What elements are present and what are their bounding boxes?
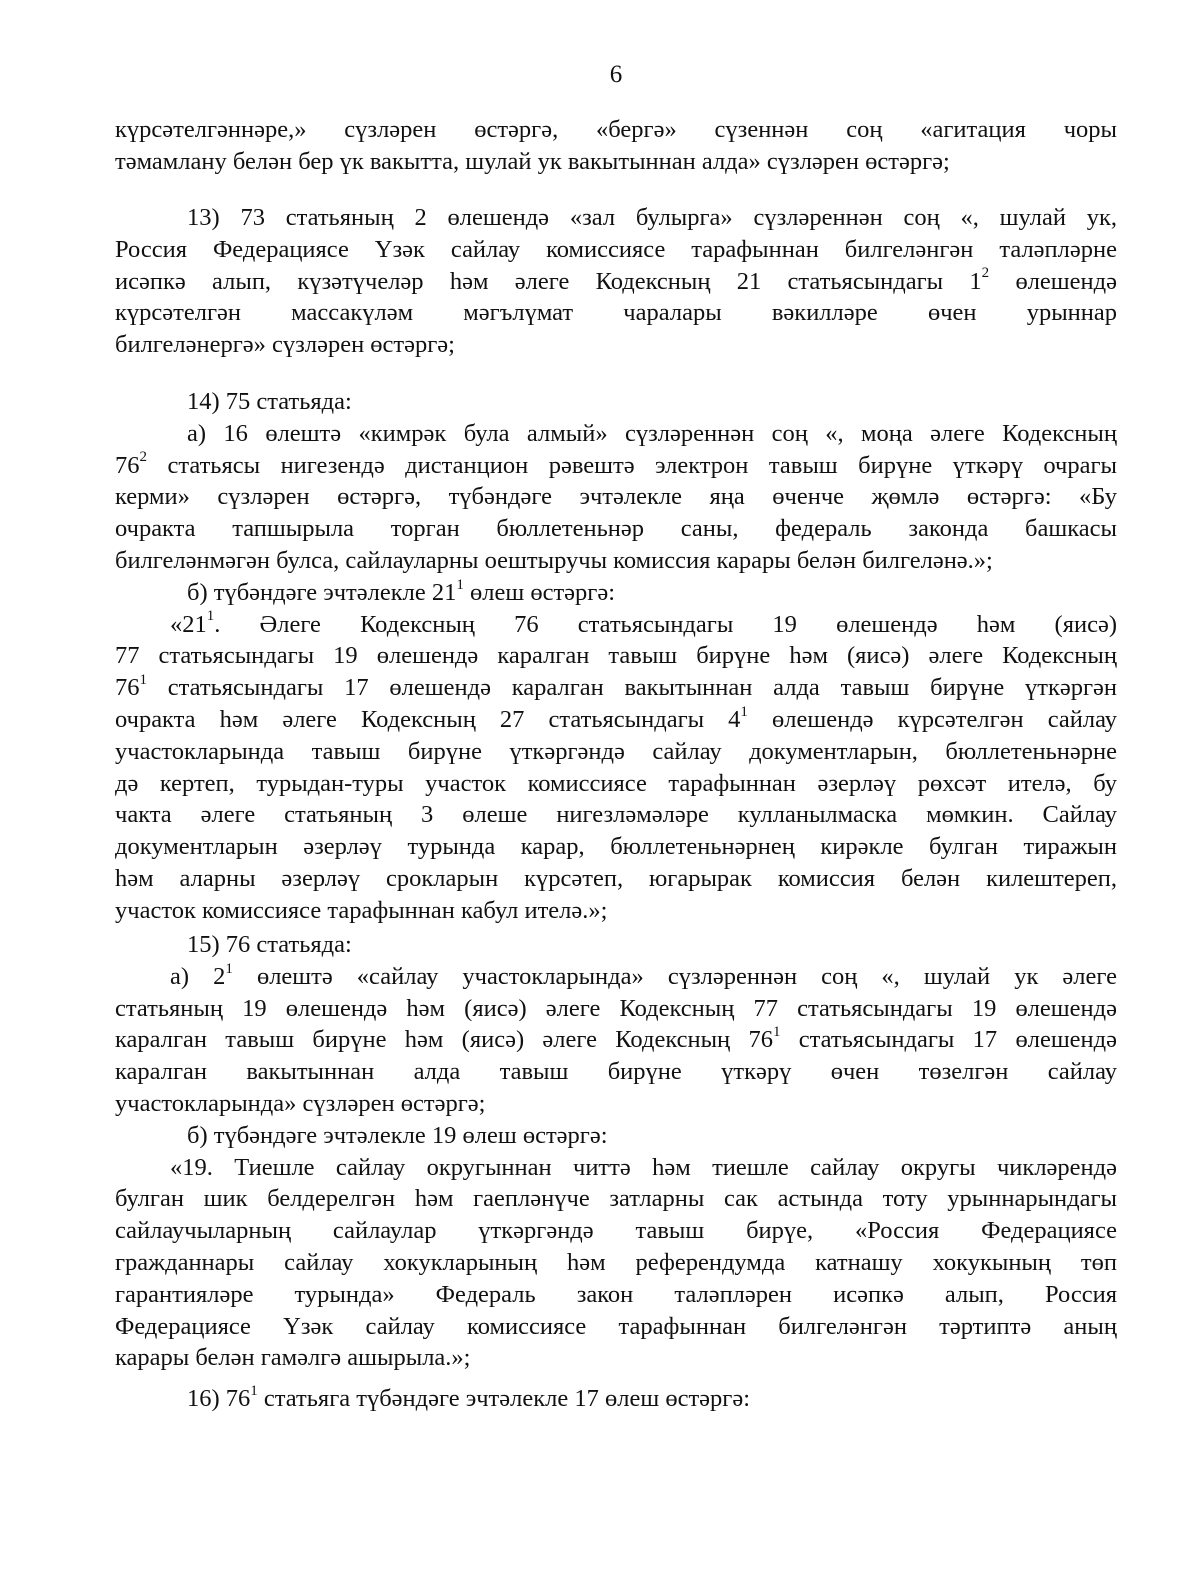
item-title: 14) 75 статьяда: — [187, 388, 352, 415]
text-line: гражданнары сайлау хокукларының һәм референдумда катнашу хокукының төп — [115, 1248, 1117, 1276]
text-line: күрсәтелгән массакүләм мәгълүмат чаралары вәкилләре өчен урыннар — [115, 299, 1117, 327]
text-line: һәм аларны әзерләү срокларын күрсәтеп, югарырак комиссия белән килештереп, — [115, 864, 1117, 892]
text-line — [115, 609, 1117, 641]
text-line: б) түбәндәге эчтәлекле 19 өлеш өстәргә: — [187, 1121, 608, 1149]
text-line: гарантияләре турында» Федераль закон таләпләрен исәпкә алып, Россия — [115, 1280, 1117, 1308]
text-segment: б) түбәндәге эчтәлекле 21 — [187, 578, 457, 606]
item-title: 15) 76 статьяда: — [187, 931, 352, 958]
text-line: 13) 73 статьяның 2 өлешендә «зал булырга» сүзләреннән соң «, шулай ук, — [187, 204, 1117, 231]
text-line — [115, 450, 1117, 482]
superscript: 1 — [225, 960, 233, 977]
text-line: керми» сүзләрен өстәргә, түбәндәге эчтәлекле яңа өченче җөмлә өстәргә: «Бу — [115, 483, 1117, 511]
text-line: тәмамлану белән бер үк вакытта, шулай ук вакытыннан алда» сүзләрен өстәргә; — [115, 147, 950, 175]
superscript: 1 — [456, 576, 464, 593]
text-line: Федерациясе Үзәк сайлау комиссиясе тарафыннан билгеләнгән тәртиптә аның — [115, 1312, 1117, 1340]
text-segment: статьяга түбәндәге эчтәлекле 17 өлеш өстәргә: — [263, 1385, 751, 1412]
text-line: булган шик белдерелгән һәм гаепләнүче затларны сак астында тоту урыннарындагы — [115, 1185, 1117, 1213]
text-line: участокларында тавыш бирүне үткәргәндә сайлау документларын, бюллетеньнәрне — [115, 737, 1117, 765]
text-line: участокларында» сүзләрен өстәргә; — [115, 1089, 486, 1117]
text-line: күрсәтелгәннәре,» сүзләрен өстәргә, «бергә» сүзеннән соң «агитация чоры — [115, 116, 1117, 143]
text-line: карары белән гамәлгә ашырыла.»; — [115, 1344, 471, 1372]
page-number: 6 — [609, 61, 623, 88]
superscript: 2 — [139, 449, 147, 466]
text-line — [115, 1024, 1117, 1056]
text-line: билгеләнергә» сүзләрен өстәргә; — [115, 331, 455, 359]
superscript: 1 — [740, 703, 748, 720]
text-line — [115, 266, 1117, 298]
text-segment: а) 2 — [170, 962, 226, 990]
text-segment: статьясындагы 17 өлешендә — [798, 1026, 1118, 1054]
text-segment: статьясындагы 17 өлешендә каралган вакытыннан алда тавыш бирүне үткәргән — [167, 674, 1118, 702]
text-line: а) 16 өлештә «кимрәк була алмый» сүзләреннән соң «, моңа әлеге Кодексның — [187, 419, 1117, 447]
text-line: очракта тапшырыла торган бюллетеньнәр саны, федераль законда башкасы — [115, 515, 1117, 543]
text-segment: статьясы нигезендә дистанцион рәвештә электрон тавыш бирүне үткәрү очрагы — [167, 451, 1117, 479]
item-16 — [115, 1383, 1117, 1415]
text-line: документларын әзерләү турында карар, бюллетеньнәрнең кирәкле булган тиражын — [115, 833, 1117, 861]
text-line: дә кертеп, турыдан-туры участок комиссиясе тарафыннан әзерләү рөхсәт ителә, бу — [115, 769, 1117, 797]
text-line: 77 статьясындагы 19 өлешендә каралган тавыш бирүне һәм (яисә) әлеге Кодексның — [115, 642, 1117, 670]
text-line — [115, 961, 1117, 993]
text-line: участок комиссиясе тарафыннан кабул ителә.»; — [115, 896, 608, 924]
text-line — [115, 704, 1117, 736]
text-line: сайлаучыларның сайлаулар үткәргәндә тавыш бирүе, «Россия Федерациясе — [115, 1217, 1117, 1245]
text-line: статьяның 19 өлешендә һәм (яисә) әлеге Кодексның 77 статьясындагы 19 өлешендә — [115, 994, 1117, 1022]
item-14 — [115, 386, 1117, 927]
superscript: 1 — [250, 1382, 258, 1399]
text-segment: өлешендә күрсәтелгән сайлау — [772, 705, 1117, 733]
paragraph-continuation — [115, 114, 1117, 178]
superscript: 1 — [206, 608, 215, 625]
text-segment: 76 — [115, 674, 140, 702]
text-segment: өлешендә — [1015, 267, 1117, 295]
text-line: билгеләнмәгән булса, сайлауларны оештыручы комиссия карары белән билгеләнә.»; — [115, 546, 993, 574]
text-segment: . Әлеге Кодексның 76 статьясындагы 19 өлешендә һәм (яисә) — [214, 610, 1117, 638]
text-line — [115, 1383, 1117, 1415]
text-segment: очракта һәм әлеге Кодексның 27 статьясындагы 4 — [115, 705, 741, 733]
text-line: «19. Тиешле сайлау округыннан читтә һәм тиешле сайлау округы чикләрендә — [170, 1153, 1117, 1181]
superscript: 1 — [772, 1024, 781, 1041]
text-segment: 16) 76 — [187, 1385, 251, 1412]
item-13 — [115, 202, 1117, 361]
text-segment: өлеш өстәргә: — [470, 578, 616, 606]
text-segment: исәпкә алып, күзәтүчеләр һәм әлеге Кодексның 21 статьясындагы 1 — [115, 267, 982, 295]
text-segment: 76 — [115, 451, 140, 479]
superscript: 1 — [139, 672, 147, 689]
text-line: чакта әлеге статьяның 3 өлеше нигезләмәләре кулланылмаска мөмкин. Сайлау — [115, 801, 1117, 829]
text-line — [115, 577, 1117, 609]
superscript: 2 — [981, 265, 990, 282]
text-line: каралган вакытыннан алда тавыш бирүне үткәрү өчен төзелгән сайлау — [115, 1058, 1117, 1086]
text-segment: каралган тавыш бирүне һәм (яисә) әлеге Кодексның 76 — [115, 1026, 773, 1054]
item-15 — [115, 929, 1117, 1374]
text-segment: «21 — [170, 610, 207, 638]
text-segment: өлештә «сайлау участокларында» сүзләреннән соң «, шулай ук әлеге — [256, 962, 1117, 990]
text-line: Россия Федерациясе Үзәк сайлау комиссиясе тарафыннан билгеләнгән таләпләрне — [115, 235, 1117, 263]
text-line — [115, 672, 1117, 704]
